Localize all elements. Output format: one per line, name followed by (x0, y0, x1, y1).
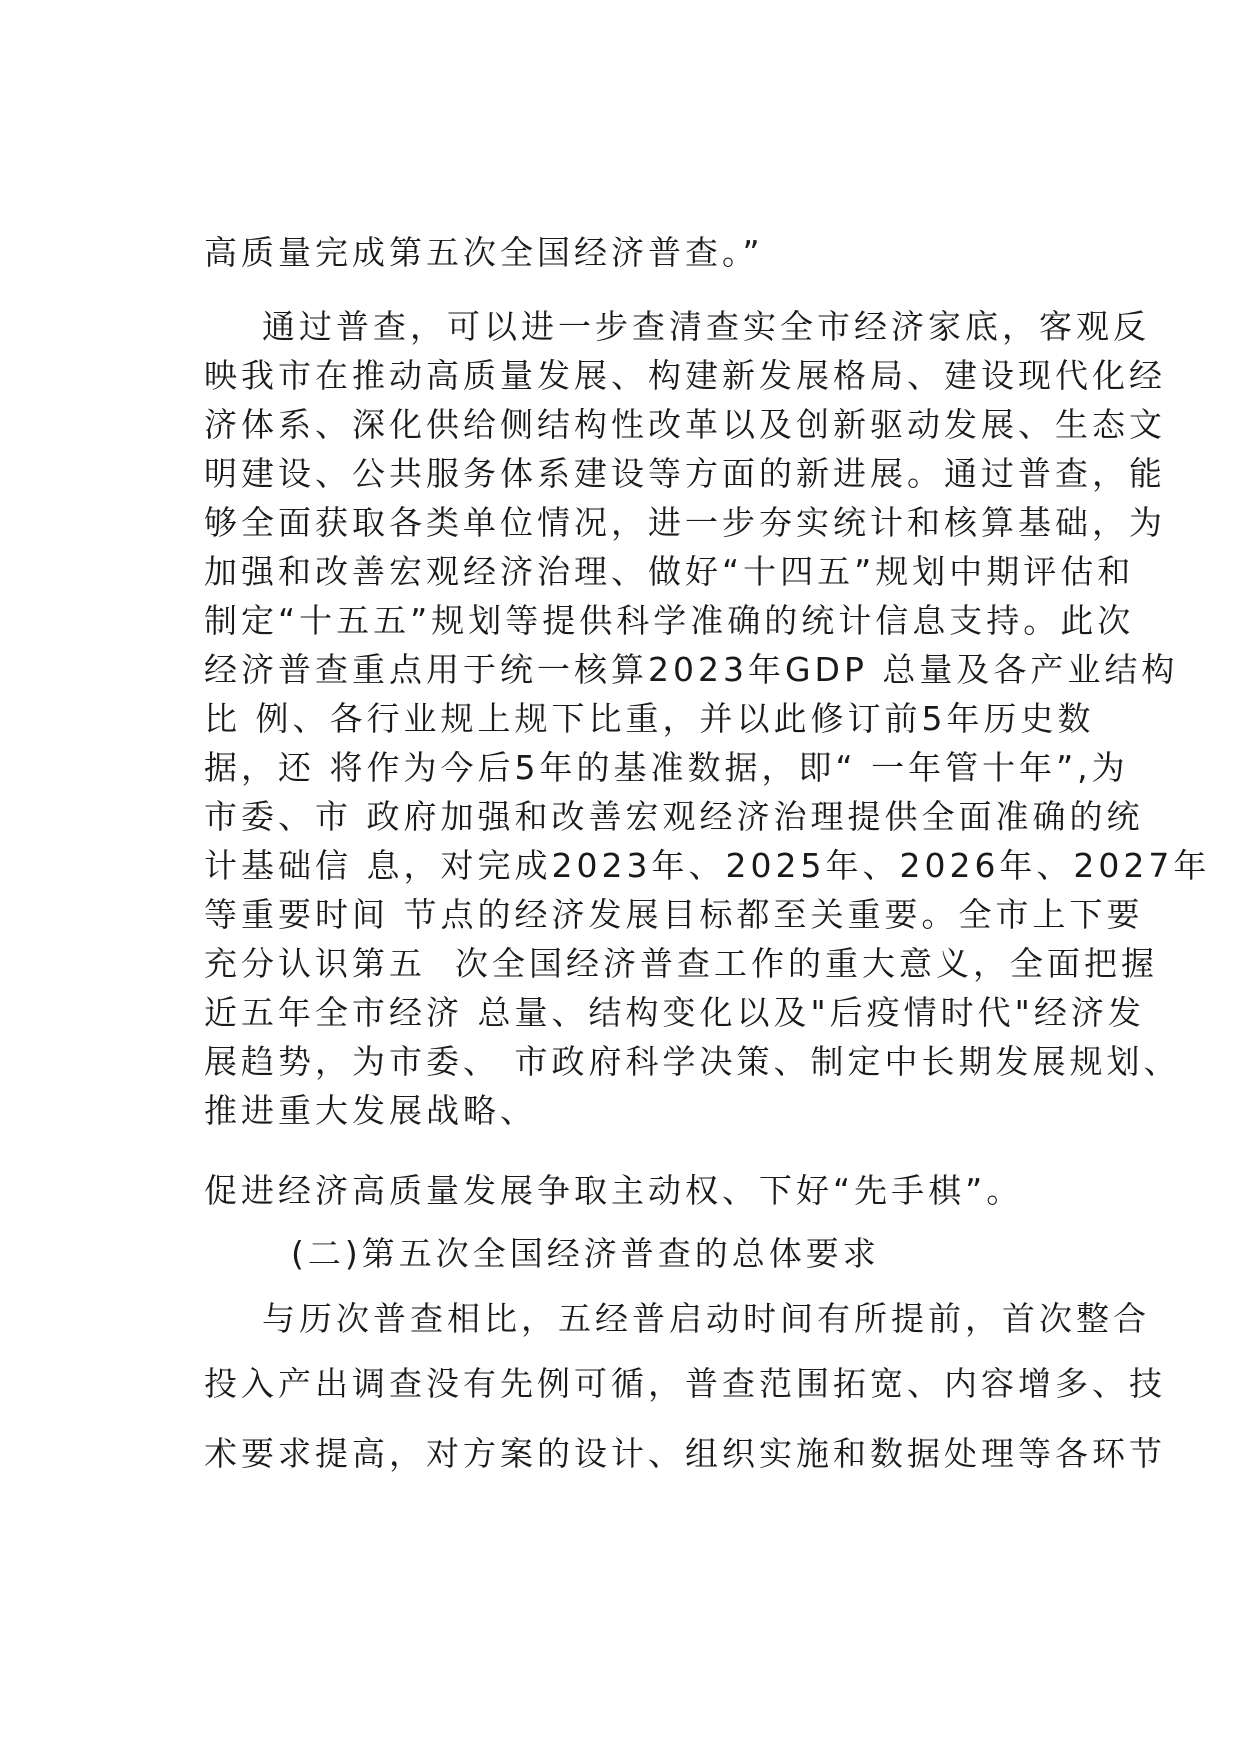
text-line: 比 例、各行业规上规下比重，并以此修订前5年历史数 (204, 699, 1095, 738)
text-line: 市委、市 政府加强和改善宏观经济治理提供全面准确的统 (204, 797, 1144, 836)
text-line: 计基础信 息，对完成2023年、2025年、2026年、2027年 (204, 846, 1211, 885)
text-line: 术要求提高，对方案的设计、组织实施和数据处理等各环节 (204, 1434, 1166, 1473)
text-line: 促进经济高质量发展争取主动权、下好“先手棋”。 (204, 1171, 1024, 1210)
text-line: 高质量完成第五次全国经济普查。” (204, 233, 764, 272)
text-line: 加强和改善宏观经济治理、做好“十四五”规划中期评估和 (204, 552, 1135, 591)
text-line: 等重要时间 节点的经济发展目标都至关重要。全市上下要 (204, 895, 1144, 934)
paragraph-start-line: 通过普查，可以进一步查清查实全市经济家底，客观反 (204, 307, 1150, 346)
text-line: 经济普查重点用于统一核算2023年GDP 总量及各产业结构 (204, 650, 1179, 689)
text-line: 济体系、深化供给侧结构性改革以及创新驱动发展、生态文 (204, 405, 1166, 444)
text-line: 近五年全市经济 总量、结构变化以及"后疫情时代"经济发 (204, 993, 1145, 1032)
text-line: 投入产出调查没有先例可循，普查范围拓宽、内容增多、技 (204, 1364, 1166, 1403)
text-line: 映我市在推动高质量发展、构建新发展格局、建设现代化经 (204, 356, 1166, 395)
text-line: 展趋势，为市委、 市政府科学决策、制定中长期发展规划、 (204, 1042, 1181, 1081)
text-line: 明建设、公共服务体系建设等方面的新进展。通过普查，能 (204, 454, 1166, 493)
text-line: 充分认识第五 次全国经济普查工作的重大意义，全面把握 (204, 944, 1158, 983)
text-line: 制定“十五五”规划等提供科学准确的统计信息支持。此次 (204, 601, 1135, 640)
section-heading: (二)第五次全国经济普查的总体要求 (204, 1234, 880, 1273)
text-line: 推进重大发展战略、 (204, 1091, 537, 1130)
text-line: 够全面获取各类单位情况，进一步夯实统计和核算基础，为 (204, 503, 1166, 542)
text-line: 据，还 将作为今后5年的基准数据，即“ 一年管十年”,为 (204, 748, 1129, 787)
paragraph-start-line: 与历次普查相比，五经普启动时间有所提前，首次整合 (204, 1299, 1150, 1338)
